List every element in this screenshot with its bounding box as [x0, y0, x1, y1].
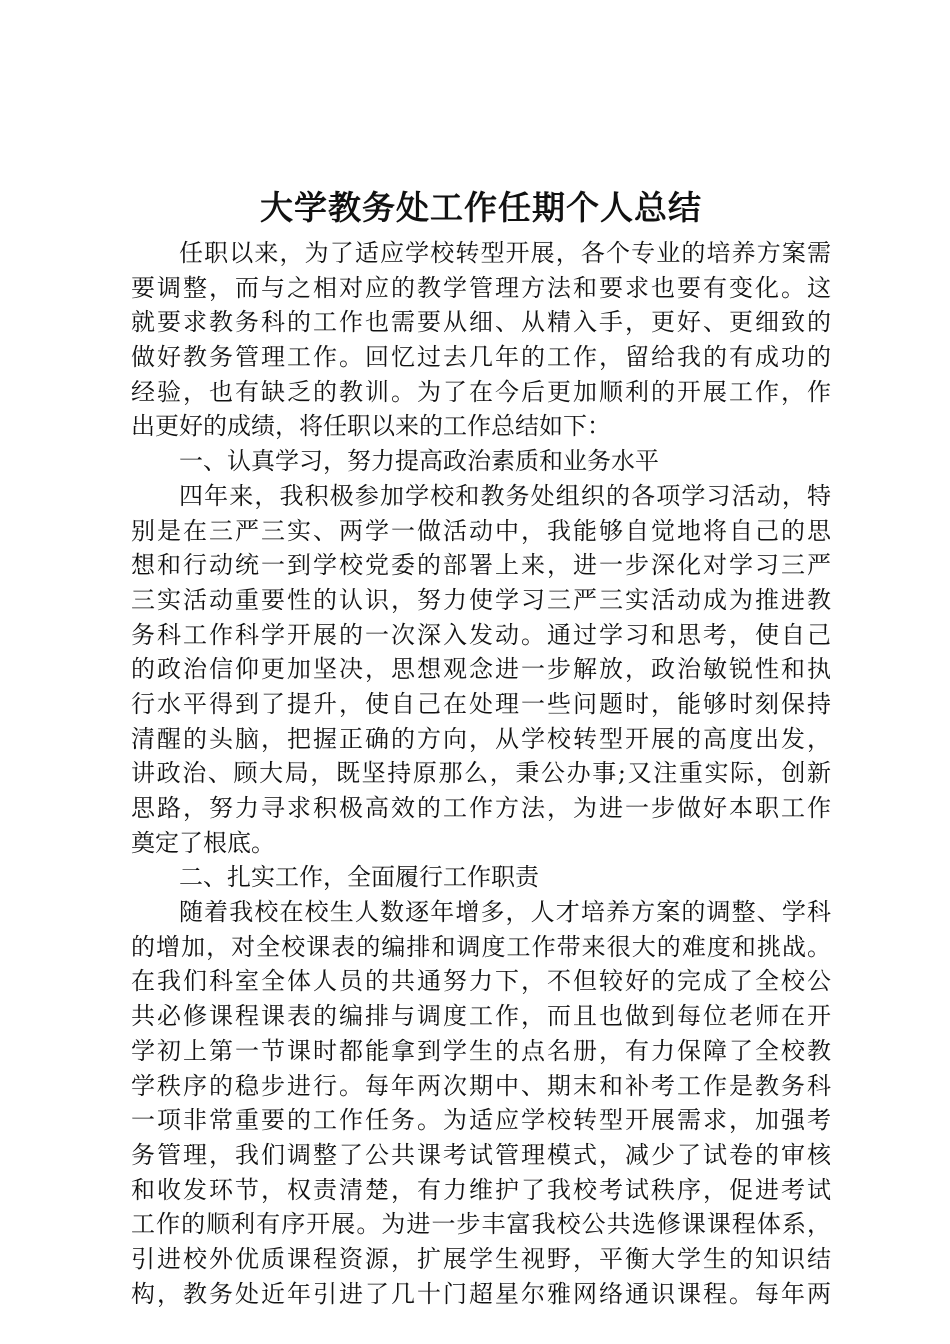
body-line: 的政治信仰更加坚决，思想观念进一步解放，政治敏锐性和执 [131, 655, 831, 684]
document-body [131, 236, 831, 1311]
body-line: 学秩序的稳步进行。每年两次期中、期末和补考工作是教务科 [131, 1071, 831, 1100]
body-line: 随着我校在校生人数逐年增多，人才培养方案的调整、学科 [179, 898, 831, 927]
body-line: 构，教务处近年引进了几十门超星尔雅网络通识课程。每年两 [131, 1279, 831, 1308]
body-line: 任职以来，为了适应学校转型开展，各个专业的培养方案需 [179, 239, 831, 267]
body-line: 出更好的成绩，将任职以来的工作总结如下： [131, 412, 611, 441]
body-line: 就要求教务科的工作也需要从细、从精入手，更好、更细致的 [131, 308, 831, 337]
body-line: 思路，努力寻求积极高效的工作方法，为进一步做好本职工作 [131, 794, 831, 822]
body-line: 四年来，我积极参加学校和教务处组织的各项学习活动，特 [179, 481, 831, 510]
body-line: 要调整，而与之相对应的教学管理方法和要求也要有变化。这 [131, 273, 831, 302]
body-line: 三实活动重要性的认识，努力使学习三严三实活动成为推进教 [131, 585, 831, 614]
body-line: 奠定了根底。 [131, 828, 275, 857]
body-line: 清醒的头脑，把握正确的方向，从学校转型开展的高度出发， [131, 724, 831, 753]
body-line: 二、扎实工作，全面履行工作职责 [179, 863, 539, 892]
body-line: 学初上第一节课时都能拿到学生的点名册，有力保障了全校教 [131, 1036, 831, 1065]
body-line: 一项非常重要的工作任务。为适应学校转型开展需求，加强考 [131, 1106, 831, 1135]
body-line: 讲政治、顾大局，既坚持原那么，秉公办事;又注重实际，创新 [131, 759, 831, 788]
body-line: 做好教务管理工作。回忆过去几年的工作，留给我的有成功的 [131, 343, 831, 372]
body-line: 引进校外优质课程资源，扩展学生视野，平衡大学生的知识结 [131, 1244, 831, 1273]
body-line: 别是在三严三实、两学一做活动中，我能够自觉地将自己的思 [131, 516, 831, 545]
body-line: 务科工作科学开展的一次深入发动。通过学习和思考，使自己 [131, 620, 831, 649]
body-line: 工作的顺利有序开展。为进一步丰富我校公共选修课课程体系， [131, 1210, 831, 1239]
body-line: 和收发环节，权责清楚，有力维护了我校考试秩序，促进考试 [131, 1175, 831, 1204]
body-line: 务管理，我们调整了公共课考试管理模式，减少了试卷的审核 [131, 1140, 831, 1169]
body-line: 经验，也有缺乏的教训。为了在今后更加顺利的开展工作，作 [131, 377, 831, 406]
body-line: 在我们科室全体人员的共通努力下，不但较好的完成了全校公 [131, 967, 831, 996]
body-line: 共必修课程课表的编排与调度工作，而且也做到每位老师在开 [131, 1002, 831, 1031]
body-line: 想和行动统一到学校党委的部署上来，进一步深化对学习三严 [131, 551, 831, 580]
body-line: 行水平得到了提升，使自己在处理一些问题时，能够时刻保持 [131, 689, 831, 718]
document-title: 大学教务处工作任期个人总结 [260, 188, 702, 227]
document-page [131, 182, 831, 1311]
body-line: 的增加，对全校课表的编排和调度工作带来很大的难度和挑战。 [131, 932, 831, 961]
body-line: 一、认真学习，努力提高政治素质和业务水平 [179, 447, 659, 476]
